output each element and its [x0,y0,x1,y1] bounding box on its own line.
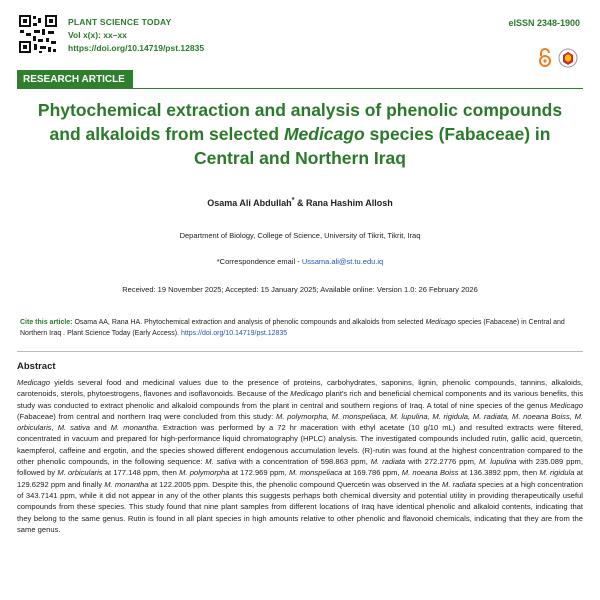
citation-label: Cite this article: [20,319,73,326]
citation-doi-link[interactable]: https://doi.org/10.14719/pst.12835 [180,329,288,337]
abstract-span: species at a high concentration of 343.7141 ppm, while it did not appear in any of the other plants this suggests perhaps both chemical diversity and potential utility in providing therapeutically useful compounds from these species. This study found that nine plant samples from different locations of Iraq have identical phenolic and alkaloid contents, indicating that they belong to the same genus. Rutin is found in all plant species in high amounts relative to other phenolic and flavonoid chemicals, indicating that they are from the same genus. [17,479,583,534]
abstract-span: with a concentration of 598.863 ppm, [236,457,371,467]
abstract-span: (Fabaceae) from central and northern Iraq were concluded from this study: [17,411,276,421]
abstract-span: M. rigidula [539,468,575,478]
title-part-2: species (Fabaceae) in Central and Northern Iraq [194,124,551,168]
abstract-span: M. polymorpha [179,468,230,478]
affiliation: Department of Biology, College of Science, University of Tikrit, Tikrit, Iraq [179,231,421,240]
abstract-heading: Abstract [17,361,56,372]
citation-genus: Medicago [425,319,456,326]
author-1: Osama Ali Abdullah [207,198,292,208]
article-title [20,98,580,170]
abstract-span: Medicago [290,389,324,399]
abstract-span: M. sativa [205,457,237,467]
abstract-span: M. monspeliaca [288,468,343,478]
journal-name: PLANT SCIENCE TODAY [68,17,172,27]
abstract-span: M. monantha [110,423,157,433]
citation-text-a: Osama AA, Rana HA. Phytochemical extraction and analysis of phenolic compounds and alkaloids from selected [74,319,426,326]
title-part-1: Phytochemical extraction and analysis of phenolic compounds and alkaloids from selected [37,100,563,144]
abstract-span: M. radiata [442,479,476,489]
abstract-span: M. radiata [370,457,406,467]
section-divider [17,351,583,352]
page-header [0,0,600,70]
abstract-span: at 122.2005 ppm. Despite this, the phenolic compound Quercetin was observed in the [148,479,443,489]
abstract-span: with 235.089 ppm, followed by [17,457,583,478]
abstract-span: M. orbicularis [57,468,103,478]
abstract-span: . Extraction was performed by a 72 hr maceration with ethyl acetate (10 g/10 mL) and resulted extracts were filtered, concentrated in vacuum and prepared for high-performance liquid chromatography (HPLC) analysis. The investigated compounds included rutin, gallic acid, quercetin, kaempferol, caffeine and ergotin, and the species showed different endogenous accumulation levels. (R)-rutin was found at the highest concentration compared to the other phenolic compounds, in the following sequence: [17,423,584,467]
header-divider [17,88,583,89]
abstract-span: plant's rich and beneficial chemical components and its various benefits, this study was conducted to extract phenolic and alkaloid compounds from the plant in central and southern regions of Iraq. A total of nine species of the genus [17,389,583,410]
abstract-text [17,377,583,535]
journal-volume: Vol x(x): xx–xx [68,30,127,40]
crossmark-icon[interactable] [558,48,578,68]
article-type-badge: RESEARCH ARTICLE [17,70,133,89]
abstract-span: with 272.2776 ppm, [405,457,479,467]
abstract-span: M. polymorpha, M. monspeliaca, M. lupulina, M. rigidula, M. radiata, M. noeana Boiss, M. orbicularis, M. sativa [17,411,584,433]
citation-block [20,318,580,339]
abstract-span: at 172.969 ppm, [229,468,289,478]
header-icons [538,48,578,68]
author-2: Rana Hashim Allosh [306,198,393,208]
abstract-span: at 177.148 ppm, then [102,468,180,478]
abstract-span: M. noeana Boiss [401,468,459,478]
abstract-span: Medicago [17,378,50,387]
abstract-span: at 136.3892 ppm, then [458,468,540,478]
abstract-span: yields several food and medicinal values due to the presence of proteins, carbohydrates, saponins, lignin, phenolic compounds, tannins, alkaloids, carotenoids, sterols, phytoestrogens, flavones and isoflavonoids. Because of the [17,378,583,399]
author-list [0,195,600,208]
abstract-span: at 169.786 ppm, [342,468,402,478]
eissn-label: eISSN 2348-1900 [508,18,580,28]
corresponding-mark: * [291,195,295,204]
journal-info [68,16,204,55]
author-separator: & [294,198,307,208]
abstract-span: at 129.6292 ppm and finally [17,468,584,489]
correspondence [0,257,600,266]
open-access-icon [538,48,552,68]
correspondence-label: *Correspondence email - [216,257,302,266]
article-dates: Received: 19 November 2025; Accepted: 15 January 2025; Available online: Version 1.0: 26 February 2026 [122,285,478,294]
title-genus: Medicago [283,124,365,144]
abstract-span: Medicago [550,400,583,410]
abstract-span: M. monantha [104,479,149,489]
journal-doi-link[interactable]: https://doi.org/10.14719/pst.12835 [68,43,205,53]
abstract-span: and [90,423,111,433]
abstract-span: M. lupulina [478,457,517,467]
correspondence-email[interactable]: Ussama.ali@st.tu.edu.iq [301,257,384,266]
qr-code-icon[interactable] [18,14,58,54]
citation-text-b: species (Fabaceae) in Central and Northern Iraq . Plant Science Today (Early Access). [20,319,565,337]
